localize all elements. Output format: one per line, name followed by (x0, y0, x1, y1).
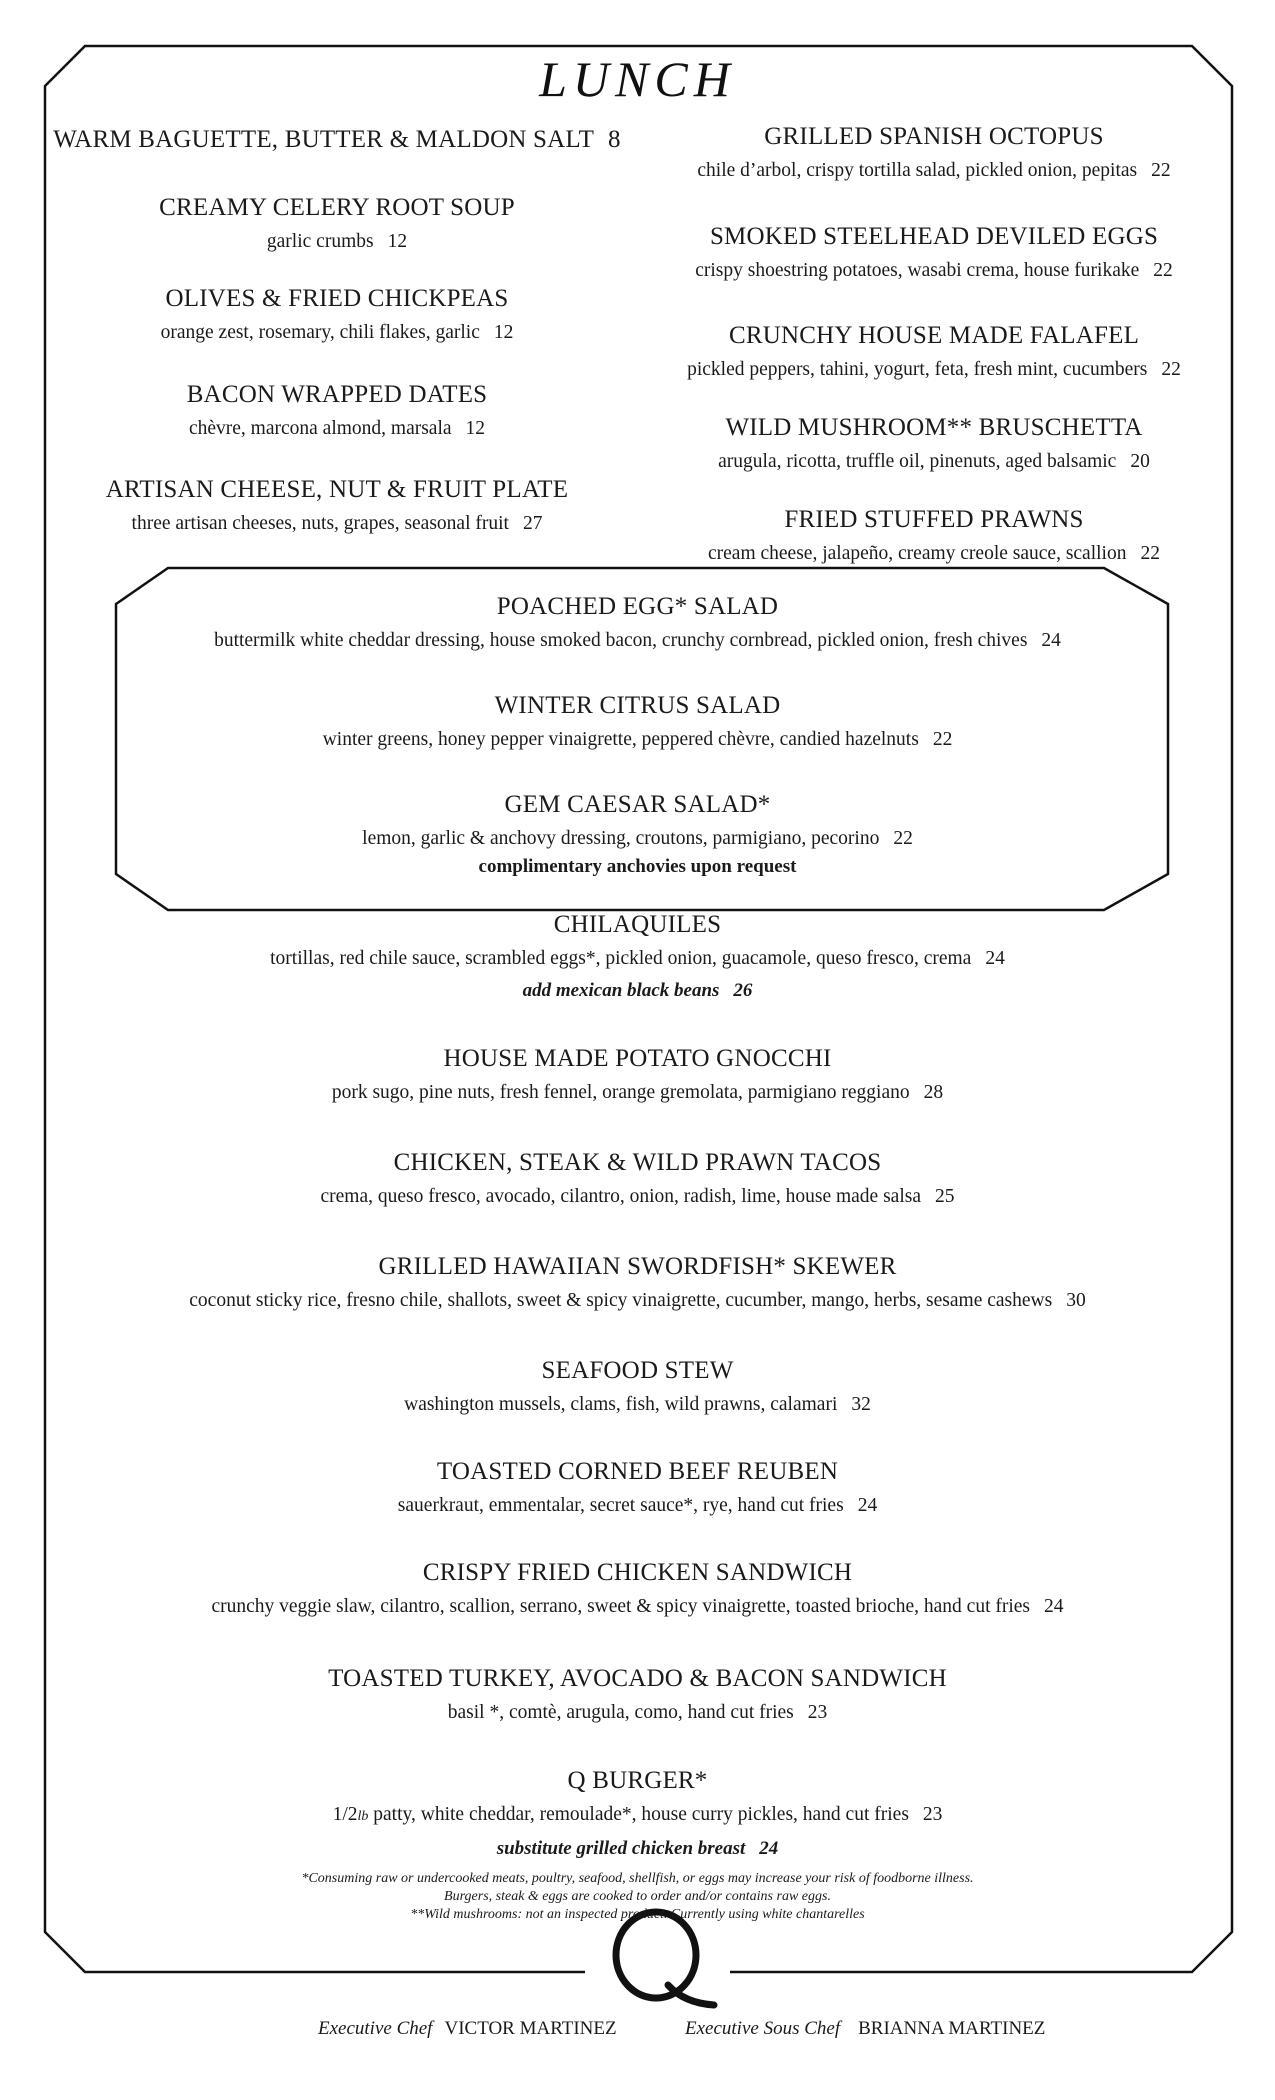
item-name: Q BURGER* (567, 1767, 708, 1794)
logo-gap (585, 1955, 730, 1995)
main-item (60, 1356, 1215, 1418)
item-description: crema, queso fresco, avocado, cilantro, onion, radish, lime, house made salsa (320, 1186, 921, 1207)
item-name: CRUNCHY HOUSE MADE FALAFEL (728, 322, 1140, 349)
item-price: 24 (1044, 1596, 1064, 1617)
menu-item (42, 380, 632, 442)
item-description: three artisan cheeses, nuts, grapes, seasonal fruit (131, 513, 509, 534)
item-name: POACHED EGG* SALAD (496, 593, 779, 620)
item-price: 22 (1151, 160, 1171, 181)
item-description: pork sugo, pine nuts, fresh fennel, orange gremolata, parmigiano reggiano (331, 1082, 910, 1103)
item-name: GRILLED SPANISH OCTOPUS (764, 123, 1104, 150)
main-item (60, 1252, 1215, 1314)
item-name: CREAMY CELERY ROOT SOUP (159, 194, 515, 221)
executive-sous-chef (685, 2018, 1045, 2040)
item-description: tortillas, red chile sauce, scrambled eggs*, pickled onion, guacamole, queso fresco, crema (270, 948, 972, 969)
chef-name: VICTOR MARTINEZ (444, 2018, 617, 2039)
item-price: 25 (935, 1186, 955, 1207)
item-price: 12 (387, 231, 408, 252)
item-description: buttermilk white cheddar dressing, house smoked bacon, crunchy cornbread, pickled onion, fresh chives (214, 630, 1028, 651)
item-price: 20 (1130, 451, 1150, 472)
item-price: 28 (923, 1082, 944, 1103)
item-price: 23 (922, 1804, 943, 1825)
item-description: chèvre, marcona almond, marsala (188, 418, 452, 439)
item-description: arugula, ricotta, truffle oil, pinenuts, aged balsamic (718, 451, 1117, 472)
burger-weight: 1/2 (332, 1804, 358, 1825)
item-description: chile d’arbol, crispy tortilla salad, pickled onion, pepitas (697, 160, 1138, 181)
main-item (60, 1148, 1215, 1210)
item-price: 22 (1153, 260, 1173, 281)
item-name: BACON WRAPPED DATES (186, 381, 488, 408)
item-price: 12 (493, 322, 514, 343)
item-description: winter greens, honey pepper vinaigrette, peppered chèvre, candied hazelnuts (322, 729, 919, 750)
item-description: pickled peppers, tahini, yogurt, feta, fresh mint, cucumbers (687, 359, 1148, 380)
item-description: orange zest, rosemary, chili flakes, garlic (160, 322, 480, 343)
item-price: 22 (1140, 543, 1160, 564)
menu-item (630, 413, 1238, 475)
item-name: TOASTED TURKEY, AVOCADO & BACON SANDWICH (328, 1665, 947, 1692)
item-price: 22 (893, 828, 913, 849)
menu-item (630, 122, 1238, 184)
addon-price: 26 (733, 980, 753, 1001)
item-price: 22 (932, 729, 953, 750)
menu-item (630, 505, 1238, 567)
item-note: complimentary anchovies upon request (478, 856, 797, 877)
disclaimer-line: Burgers, steak & eggs are cooked to order and/or contains raw eggs. (444, 1889, 831, 1904)
item-addon (60, 978, 1215, 1004)
chef-role: Executive Chef (318, 2018, 433, 2039)
item-price: 22 (1161, 359, 1181, 380)
item-name: CRISPY FRIED CHICKEN SANDWICH (422, 1559, 853, 1586)
main-item (60, 1457, 1215, 1519)
addon-price: 24 (759, 1838, 779, 1859)
item-description: patty, white cheddar, remoulade*, house curry pickles, hand cut fries (373, 1804, 909, 1825)
addon-label: substitute grilled chicken breast (496, 1838, 746, 1859)
item-price: 24 (985, 948, 1005, 969)
item-description: basil *, comtè, arugula, como, hand cut fries (447, 1702, 794, 1723)
item-name: WARM BAGUETTE, BUTTER & MALDON SALT (53, 126, 595, 153)
item-name: OLIVES & FRIED CHICKPEAS (165, 285, 509, 312)
item-price: 32 (851, 1394, 871, 1415)
menu-item (42, 125, 632, 155)
item-price: 27 (522, 513, 543, 534)
item-description: crispy shoestring potatoes, wasabi crema, house furikake (695, 260, 1140, 281)
item-description: cream cheese, jalapeño, creamy creole sauce, scallion (708, 543, 1127, 564)
main-item (60, 1558, 1215, 1620)
item-price: 30 (1066, 1290, 1086, 1311)
disclaimer (60, 1870, 1215, 1924)
menu-item (630, 222, 1238, 284)
item-description: lemon, garlic & anchovy dressing, croutons, parmigiano, pecorino (362, 828, 880, 849)
chef-name: BRIANNA MARTINEZ (858, 2018, 1046, 2039)
menu-item (630, 321, 1238, 383)
salad-item (60, 790, 1215, 880)
item-description: washington mussels, clams, fish, wild prawns, calamari (404, 1394, 838, 1415)
item-name: CHILAQUILES (553, 911, 722, 938)
main-item (60, 910, 1215, 1004)
item-price: 23 (807, 1702, 828, 1723)
item-price: 24 (857, 1495, 878, 1516)
burger-weight-unit: lb (357, 1809, 369, 1824)
menu-item (42, 284, 632, 346)
item-name: GEM CAESAR SALAD* (504, 791, 771, 818)
item-name: SMOKED STEELHEAD DEVILED EGGS (709, 223, 1159, 250)
item-name: SEAFOOD STEW (541, 1357, 734, 1384)
addon-label: add mexican black beans (522, 980, 720, 1001)
item-addon (60, 1836, 1215, 1862)
salad-item (60, 691, 1215, 753)
disclaimer-line: **Wild mushrooms: not an inspected product. Currently using white chantarelles (410, 1907, 865, 1922)
disclaimer-line: *Consuming raw or undercooked meats, poultry, seafood, shellfish, or eggs may increase your risk of foodborne illness. (301, 1871, 974, 1886)
executive-chef (318, 2018, 617, 2040)
item-name: FRIED STUFFED PRAWNS (784, 506, 1084, 533)
item-name: WINTER CITRUS SALAD (494, 692, 781, 719)
menu-item (42, 193, 632, 255)
item-description: sauerkraut, emmentalar, secret sauce*, rye, hand cut fries (397, 1495, 844, 1516)
main-item (60, 1766, 1215, 1862)
item-description: crunchy veggie slaw, cilantro, scallion, serrano, sweet & spicy vinaigrette, toasted brioche, hand cut fries (211, 1596, 1031, 1617)
main-item (60, 1044, 1215, 1106)
chef-role: Executive Sous Chef (685, 2018, 841, 2039)
item-name: ARTISAN CHEESE, NUT & FRUIT PLATE (105, 476, 569, 503)
item-description: coconut sticky rice, fresno chile, shallots, sweet & spicy vinaigrette, cucumber, mango, herbs, sesame cashews (189, 1290, 1053, 1311)
item-price: 12 (465, 418, 486, 439)
item-name: CHICKEN, STEAK & WILD PRAWN TACOS (393, 1149, 882, 1176)
menu-item (42, 475, 632, 537)
salad-item (60, 592, 1215, 654)
item-price: 24 (1041, 630, 1061, 651)
menu-title: LUNCH (539, 51, 736, 107)
item-name: TOASTED CORNED BEEF REUBEN (436, 1458, 839, 1485)
main-item (60, 1664, 1215, 1726)
item-name: WILD MUSHROOM** BRUSCHETTA (725, 414, 1143, 441)
item-name: GRILLED HAWAIIAN SWORDFISH* SKEWER (378, 1253, 897, 1280)
item-price: 8 (608, 126, 621, 153)
item-description: garlic crumbs (266, 231, 374, 252)
item-name: HOUSE MADE POTATO GNOCCHI (443, 1045, 832, 1072)
